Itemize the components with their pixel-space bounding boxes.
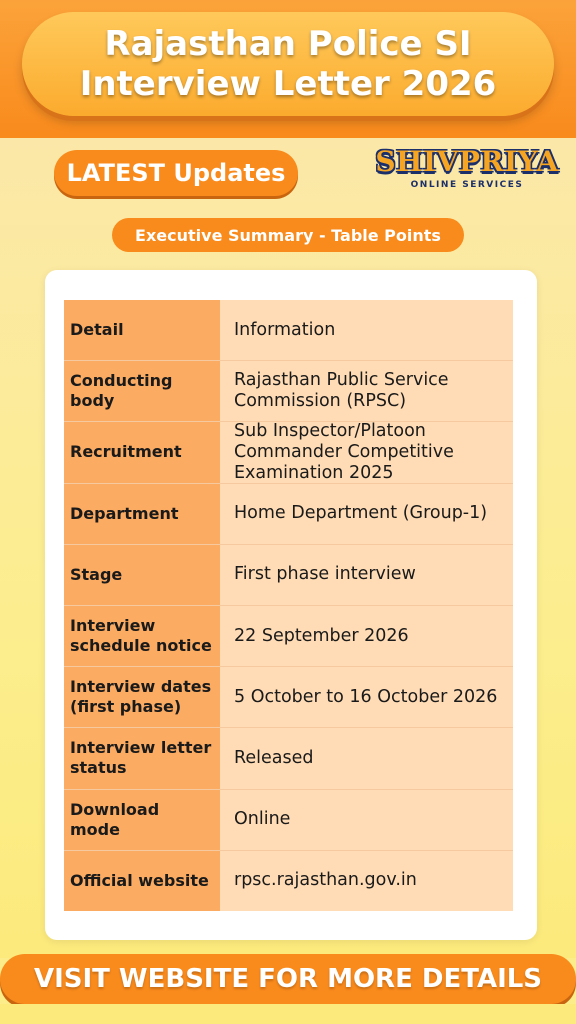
table-row (64, 300, 513, 361)
row-value: 22 September 2026 (220, 606, 513, 666)
footer-background (0, 1004, 576, 1024)
row-label: Official website (64, 851, 220, 911)
row-label: Interview schedule notice (64, 606, 220, 666)
row-value: Rajasthan Public Service Commission (RPSC) (220, 361, 513, 421)
table-row (64, 790, 513, 851)
row-label: Stage (64, 545, 220, 605)
row-value: First phase interview (220, 545, 513, 605)
row-label: Interview letter status (64, 728, 220, 788)
row-label: Conducting body (64, 361, 220, 421)
row-value: Sub Inspector/Platoon Commander Competitive Examination 2025 (220, 422, 513, 482)
visit-website-label: VISIT WEBSITE FOR MORE DETAILS (33, 964, 543, 994)
row-label: Detail (64, 300, 220, 360)
table-row (64, 667, 513, 728)
summary-table (64, 300, 513, 911)
visit-website-button[interactable] (0, 954, 576, 1004)
official-website-link[interactable]: rpsc.rajasthan.gov.in (220, 851, 513, 911)
page-title-banner (22, 12, 554, 116)
logo-tagline: ONLINE SERVICES (410, 180, 524, 190)
table-row (64, 422, 513, 483)
section-label: Executive Summary - Table Points (112, 218, 464, 252)
row-value: 5 October to 16 October 2026 (220, 667, 513, 727)
row-value: Information (220, 300, 513, 360)
table-row (64, 606, 513, 667)
row-value: Released (220, 728, 513, 788)
row-label: Recruitment (64, 422, 220, 482)
row-value: Home Department (Group-1) (220, 484, 513, 544)
table-row (64, 484, 513, 545)
latest-updates-badge: LATEST Updates (54, 150, 298, 196)
table-row (64, 545, 513, 606)
row-value: Online (220, 790, 513, 850)
logo-wordmark: SHIVPRIYA (375, 145, 559, 178)
page-title-line-2: Interview Letter 2026 (79, 64, 497, 104)
page-title-line-1: Rajasthan Police SI (104, 24, 472, 64)
row-label: Interview dates (first phase) (64, 667, 220, 727)
table-row (64, 728, 513, 789)
table-row (64, 851, 513, 911)
shivpriya-logo (375, 145, 559, 202)
table-row (64, 361, 513, 422)
row-label: Department (64, 484, 220, 544)
row-label: Download mode (64, 790, 220, 850)
